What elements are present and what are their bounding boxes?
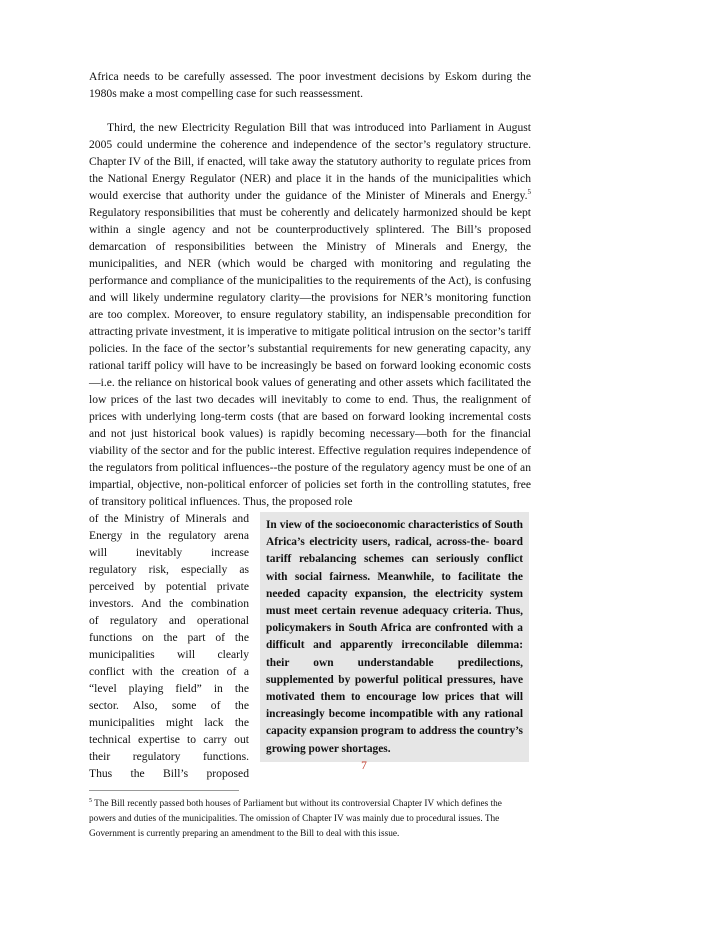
wrapped-paragraph [89, 510, 249, 782]
wrap-line: functions on the part of the [89, 631, 249, 644]
wrap-line: investors. And the combination [89, 597, 249, 610]
wrap-line: regulatory risk, especially as [89, 563, 249, 576]
paragraph-continuation: Africa needs to be carefully assessed. The poor investment decisions by Eskom during the 1980s make a most compelling case for such reassessment. [89, 70, 531, 100]
wrap-line: “level playing field” in the [89, 682, 249, 695]
footnote-divider [89, 790, 239, 791]
wrap-line: perceived by potential private [89, 580, 249, 593]
wrap-line: municipalities will clearly [89, 648, 249, 661]
wrap-line: Energy in the regulatory arena [89, 529, 249, 542]
wrap-line: their regulatory functions. [89, 750, 249, 763]
wrap-line: Thus the Bill’s proposed [89, 767, 249, 780]
wrap-line: technical expertise to carry out [89, 733, 249, 746]
paragraph-third-point [89, 119, 531, 510]
paragraph-third-point-text-a: Third, the new Electricity Regulation Bill that was introduced into Parliament in August 2005 could undermine the coherence and independence of the sector’s regulatory structure. Chapter IV of the Bill, if enacted, will take away the statutory authority to regulate prices from the National Energy Regulator (NER) and place it in the hands of the municipalities which would exercise that authority under the guidance of the Minister of Minerals and Energy. [89, 121, 531, 202]
pull-quote-box: In view of the socioeconomic characteristics of South Africa’s electricity users, radical, across-the- board tariff rebalancing schemes can seriously conflict with social fairness. Meanwhile, to facilitate the needed capacity expansion, the electricity system must meet certain revenue adequacy criteria. Thus, policymakers in South Africa are confronted with a difficult and apparently irreconcilable dilemma: their own understandable predilections, supplemented by powerful political pressures, have motivated them to encourage low prices that will increasingly become incompatible with any rational capacity expansion program to address the country’s growing power shortages. [260, 512, 529, 762]
wrap-line: of regulatory and operational [89, 614, 249, 627]
footnote [89, 797, 531, 842]
wrapped-text-area [89, 510, 531, 782]
wrap-line: sector. Also, some of the [89, 699, 249, 712]
document-page [89, 68, 531, 842]
wrap-line: will inevitably increase [89, 546, 249, 559]
wrap-line: conflict with the creation of a [89, 665, 249, 678]
footnote-reference[interactable]: 5 [527, 188, 531, 197]
wrap-line: of the Ministry of Minerals and [89, 512, 249, 525]
footnote-mark: 5 [89, 797, 92, 804]
footnote-text: The Bill recently passed both houses of Parliament but without its controversial Chapter IV which defines the powers and duties of the municipalities. The omission of Chapter IV was mainly due to procedural issues. The Government is currently preparing an amendment to the Bill to deal with this issue. [89, 799, 502, 839]
paragraph-third-point-text-b: Regulatory responsibilities that must be coherently and delicately harmonized should be kept within a single agency and not be counterproductively splintered. The Bill’s proposed demarcation of responsibilities between the Ministry of Minerals and Energy, the municipalities, and NER (which would be charged with monitoring and regulating the performance and compliance of the municipalities to the requirements of the Act), is confusing and will likely undermine regulatory clarity—the provisions for NER’s monitoring function are too complex. Moreover, to ensure regulatory stability, an indispensable precondition for attracting private investment, it is imperative to mitigate political intrusion on the sector’s tariff policies. In the face of the sector’s substantial requirements for new generating capacity, any rational tariff policy will have to be increasingly be based on forward looking economic costs—i.e. the reliance on historical book values of generating and other assets which facilitated the low prices of the last two decades will inevitably to come to end. Thus, the realignment of prices with underlying long-term costs (that are based on forward looking incremental costs and not just historical book values) is rapidly becoming necessary—both for the financial viability of the sector and for the public interest. Effective regulation requires independence of the regulators from political influences--the posture of the regulatory agency must be one of an impartial, objective, non-political enforcer of policies set forth in the controlling statutes, free of transitory political influences. Thus, the proposed role [89, 206, 531, 508]
wrap-line: municipalities might lack the [89, 716, 249, 729]
page-number: 7 [361, 760, 367, 772]
